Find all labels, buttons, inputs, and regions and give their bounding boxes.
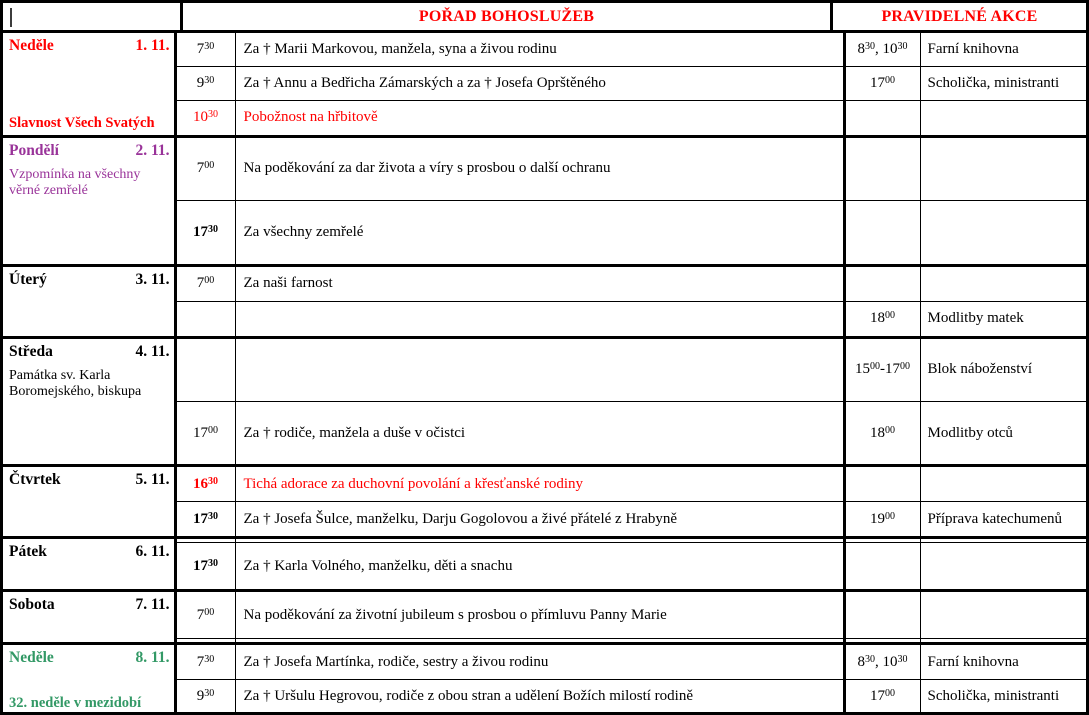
service-text-cell[interactable]: Pobožnost na hřbitově bbox=[235, 100, 844, 136]
service-time-cell[interactable]: $17^{30}$ bbox=[175, 502, 235, 538]
day-subtitle: 32. neděle v mezidobí bbox=[9, 694, 142, 711]
service-text-cell[interactable]: Za † Josefa Šulce, manželku, Darju Gogolovou a živé přátelé z Hrabyně bbox=[235, 502, 844, 538]
service-time-cell[interactable]: $17^{30}$ bbox=[175, 543, 235, 591]
service-time-cell[interactable]: $7^{00}$ bbox=[175, 136, 235, 200]
event-text-cell[interactable] bbox=[920, 466, 1086, 502]
day-name: Úterý bbox=[9, 270, 47, 288]
day-cell[interactable] bbox=[3, 466, 175, 538]
day-date: 7. 11. bbox=[135, 596, 170, 614]
day-name: Sobota bbox=[9, 596, 55, 614]
day-header-line bbox=[9, 596, 170, 614]
event-time-cell[interactable]: $18^{00}$ bbox=[844, 301, 920, 337]
service-time-cell[interactable]: $10^{30}$ bbox=[175, 100, 235, 136]
day-name: Neděle bbox=[9, 649, 54, 667]
service-text-cell[interactable]: Za † rodiče, manžela a duše v očistci bbox=[235, 401, 844, 465]
event-text-cell[interactable]: Modlitby otců bbox=[920, 401, 1086, 465]
day-cell[interactable] bbox=[3, 644, 175, 715]
table-row bbox=[3, 33, 1086, 66]
day-cell[interactable] bbox=[3, 538, 175, 591]
service-text-cell[interactable]: Za † Uršulu Hegrovou, rodiče z obou stran a udělení Božích milostí rodině bbox=[235, 680, 844, 714]
service-time-cell[interactable] bbox=[175, 301, 235, 337]
service-time-cell[interactable]: $7^{30}$ bbox=[175, 33, 235, 66]
event-time-cell[interactable]: $8^{30}$, $10^{30}$ bbox=[844, 644, 920, 680]
event-time-cell[interactable] bbox=[844, 591, 920, 639]
service-text-cell[interactable]: Za † Annu a Bedřicha Zámarských a za † Josefa Oprštěného bbox=[235, 66, 844, 100]
table-row bbox=[3, 591, 1086, 639]
service-text-cell[interactable]: Tichá adorace za duchovní povolání a křesťanské rodiny bbox=[235, 466, 844, 502]
day-header-line bbox=[9, 649, 170, 667]
day-name: Pondělí bbox=[9, 141, 59, 159]
event-time-cell[interactable]: $17^{00}$ bbox=[844, 680, 920, 714]
day-cell[interactable] bbox=[3, 591, 175, 644]
header-services-cell[interactable] bbox=[183, 3, 833, 30]
service-text-cell[interactable] bbox=[235, 301, 844, 337]
services-title: POŘAD BOHOSLUŽEB bbox=[418, 7, 595, 25]
day-subtitle: Slavnost Všech Svatých bbox=[9, 114, 155, 131]
table-row bbox=[3, 136, 1086, 200]
day-cell[interactable] bbox=[3, 136, 175, 265]
service-time-cell[interactable]: $7^{30}$ bbox=[175, 644, 235, 680]
service-text-cell[interactable]: Na poděkování za dar života a víry s prosbou o další ochranu bbox=[235, 136, 844, 200]
day-header-line bbox=[9, 543, 170, 561]
service-text-cell[interactable] bbox=[235, 337, 844, 401]
day-name: Čtvrtek bbox=[9, 471, 61, 489]
table-row bbox=[3, 265, 1086, 301]
event-time-cell[interactable] bbox=[844, 265, 920, 301]
event-text-cell[interactable] bbox=[920, 265, 1086, 301]
day-subtitle: Památka sv. Karla Boromejského, biskupa bbox=[9, 367, 142, 400]
event-text-cell[interactable] bbox=[920, 201, 1086, 265]
service-time-cell[interactable]: $17^{00}$ bbox=[175, 401, 235, 465]
service-time-cell[interactable]: $17^{30}$ bbox=[175, 201, 235, 265]
event-text-cell[interactable] bbox=[920, 136, 1086, 200]
event-time-cell[interactable] bbox=[844, 100, 920, 136]
day-header-line bbox=[9, 37, 170, 55]
service-time-cell[interactable]: $9^{30}$ bbox=[175, 66, 235, 100]
event-text-cell[interactable]: Modlitby matek bbox=[920, 301, 1086, 337]
text-cursor bbox=[10, 8, 12, 27]
event-time-cell[interactable] bbox=[844, 543, 920, 591]
event-time-cell[interactable]: $17^{00}$ bbox=[844, 66, 920, 100]
day-name: Neděle bbox=[9, 37, 54, 54]
day-date: 8. 11. bbox=[135, 649, 170, 667]
service-text-cell[interactable]: Za † Karla Volného, manželku, děti a snachu bbox=[235, 543, 844, 591]
event-text-cell[interactable]: Farní knihovna bbox=[920, 644, 1086, 680]
service-time-cell[interactable]: $7^{00}$ bbox=[175, 265, 235, 301]
day-date: 3. 11. bbox=[135, 270, 170, 288]
table-header-row bbox=[3, 3, 1086, 33]
service-text-cell[interactable]: Za naši farnost bbox=[235, 265, 844, 301]
event-time-cell[interactable]: $19^{00}$ bbox=[844, 502, 920, 538]
header-events-cell[interactable] bbox=[833, 3, 1086, 30]
day-cell[interactable] bbox=[3, 265, 175, 337]
day-subtitle: Vzpomínka na všechny věrné zemřelé bbox=[9, 166, 141, 199]
day-date: 6. 11. bbox=[135, 543, 170, 561]
day-date: 1. 11. bbox=[135, 37, 170, 54]
day-header-line bbox=[9, 142, 170, 160]
event-text-cell[interactable]: Scholička, ministranti bbox=[920, 66, 1086, 100]
service-time-cell[interactable] bbox=[175, 337, 235, 401]
day-cell[interactable] bbox=[3, 33, 175, 136]
day-header-line bbox=[9, 471, 170, 489]
table-row bbox=[3, 644, 1086, 680]
event-text-cell[interactable] bbox=[920, 543, 1086, 591]
event-text-cell[interactable]: Scholička, ministranti bbox=[920, 680, 1086, 714]
day-date: 4. 11. bbox=[135, 342, 170, 360]
day-date: 5. 11. bbox=[135, 471, 170, 489]
event-time-cell[interactable]: $18^{00}$ bbox=[844, 401, 920, 465]
event-text-cell[interactable] bbox=[920, 591, 1086, 639]
day-name: Středa bbox=[9, 342, 53, 360]
day-header-line bbox=[9, 271, 170, 289]
event-time-cell[interactable]: $15^{00}-17^{00}$ bbox=[844, 337, 920, 401]
service-text-cell[interactable]: Za † Marii Markovou, manžela, syna a živou rodinu bbox=[235, 33, 844, 66]
event-text-cell[interactable] bbox=[920, 100, 1086, 136]
day-date: 2. 11. bbox=[135, 141, 170, 159]
schedule-table bbox=[3, 33, 1086, 715]
service-time-cell[interactable]: $16^{30}$ bbox=[175, 466, 235, 502]
service-text-cell[interactable]: Na poděkování za životní jubileum s prosbou o přímluvu Panny Marie bbox=[235, 591, 844, 639]
event-text-cell[interactable]: Blok náboženství bbox=[920, 337, 1086, 401]
service-text-cell[interactable]: Za všechny zemřelé bbox=[235, 201, 844, 265]
event-time-cell[interactable] bbox=[844, 136, 920, 200]
day-name: Pátek bbox=[9, 543, 47, 561]
table-row bbox=[3, 337, 1086, 401]
event-time-cell[interactable] bbox=[844, 201, 920, 265]
day-cell[interactable] bbox=[3, 337, 175, 466]
service-time-cell[interactable]: $9^{30}$ bbox=[175, 680, 235, 714]
day-header-line bbox=[9, 343, 170, 361]
service-text-cell[interactable]: Za † Josefa Martínka, rodiče, sestry a živou rodinu bbox=[235, 644, 844, 680]
event-text-cell[interactable]: Příprava katechumenů bbox=[920, 502, 1086, 538]
event-text-cell[interactable]: Farní knihovna bbox=[927, 40, 1019, 57]
events-title: PRAVIDELNÉ AKCE bbox=[881, 7, 1038, 25]
event-time-cell[interactable] bbox=[844, 466, 920, 502]
service-time-cell[interactable]: $7^{00}$ bbox=[175, 591, 235, 639]
header-corner-cell[interactable] bbox=[3, 3, 183, 30]
event-time-cell[interactable]: $8^{30}$, $10^{30}$ bbox=[844, 33, 920, 66]
table-row bbox=[3, 466, 1086, 502]
